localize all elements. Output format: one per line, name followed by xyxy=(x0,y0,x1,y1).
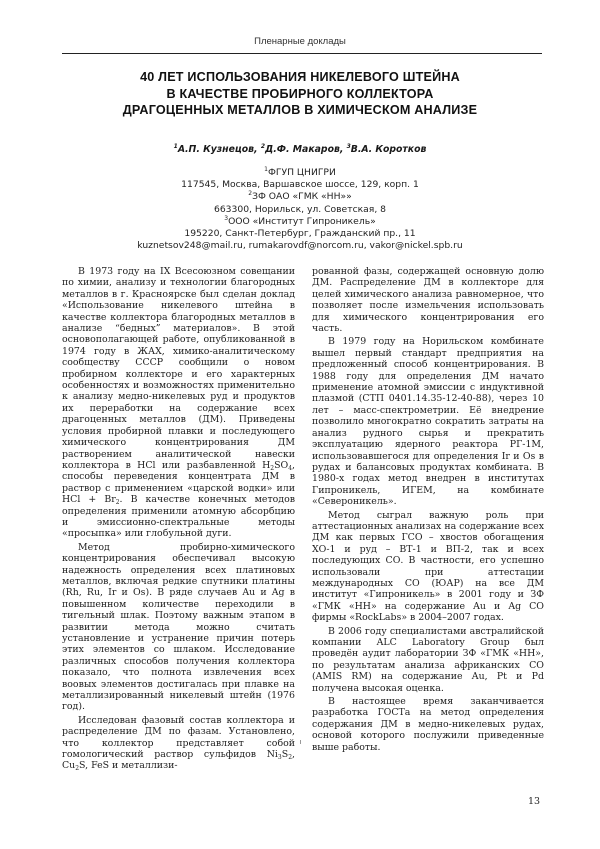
subscript: 4 xyxy=(288,464,293,472)
paragraph-4: рованной фазы, содержащей основную долю ДМ. Распределение ДМ в коллекторе для целей химического анализа равномерное, что позволяет после измельчения использовать для химического концентрирования его часть. xyxy=(312,266,544,335)
author-3: В.А. Коротков xyxy=(350,144,427,155)
paragraph-2: Метод пробирно-химического концентрирования обеспечивал высокую надежность определения всех платиновых металлов, включая редкие спутники платины (Rh, Ru, Ir и Os). В ряде случаев Au и Ag в повышенном количестве переходили в тигельный шлак. Поэтому важным этапом в развитии метода можно считать установление и устранение причин потерь этих элементов со шлаком. Исследование различных способов получения коллектора показало, что полнота извлечения всех воовых элементов достигалась при плавке на металлизированный никелевый штейн (1976 год). xyxy=(62,541,295,713)
subscript: 2 xyxy=(270,464,275,472)
title-line-1: 40 ЛЕТ ИСПОЛЬЗОВАНИЯ НИКЕЛЕВОГО ШТЕЙНА xyxy=(140,70,460,84)
title-line-3: ДРАГОЦЕННЫХ МЕТАЛЛОВ В ХИМИЧЕСКОМ АНАЛИЗЕ xyxy=(122,103,478,117)
author-1: А.П. Кузнецов, xyxy=(177,144,261,155)
right-column xyxy=(312,266,544,755)
affiliation-1 xyxy=(0,167,600,179)
affiliation-2-name: ЗФ ОАО «ГМК «НН»» xyxy=(252,191,352,203)
author-2: Д.Ф. Макаров, xyxy=(265,144,347,155)
paragraph-7: В 2006 году специалистами австралийской компании ALC Laboratory Group был проведён аудит лаборатории ЗФ «ГМК «НН», по результатам анализа африканских СО (AMIS RM) на содержание Au, Pt и Pd получена высокая оценка. xyxy=(312,625,544,694)
paragraph-8: В настоящее время заканчивается разработка ГОСТа на метод определения содержания ДМ в медно-никелевых рудах, основой которого послужили приведенные выше работы. xyxy=(312,696,544,753)
paragraph-6: Метод сыграл важную роль при аттестационных анализах на содержание всех ДМ как первых ГСО – хвостов обогащения ХО-1 и руд – ВТ-1 и ВП-2, так и всех последующих СО. В частности, его успешно использовали при аттестации международных СО (ЮАР) на все ДМ институт «Гипроникель» в 2001 году и ЗФ «ГМК «НН» на содержание Au и Ag СО фирмы «RockLabs» в 2004–2007 годах. xyxy=(312,509,544,624)
footnote-mark xyxy=(300,740,301,744)
page-number: 13 xyxy=(528,796,541,807)
affiliation-3-address: 195220, Санкт-Петербург, Гражданский пр., 11 xyxy=(184,228,416,240)
author-1-index: 1 xyxy=(173,143,178,150)
paragraph-1 xyxy=(62,266,295,540)
contact-emails: kuznetsov248@mail.ru, rumakarovdf@norcom.ru, vakor@nickel.spb.ru xyxy=(137,240,463,252)
subscript: 2 xyxy=(115,499,120,507)
section-label: Пленарные доклады xyxy=(254,36,346,47)
paragraph-1-text: В 1973 году на IX Всесоюзном совещании по химии, анализу и технологии благородных металлов в г. Красноярске был сделан доклад «Использование никелевого штейна в качестве коллектора благородных металлов в анализе “бедных” материалов». В этой основополагающей работе, опубликованной в 1974 году в ЖАХ, химико-аналитическому сообществу СССР сообщили о новом пробирном коллекторе и его характерных особенностях и возможностях применительно к анализу медно-никелевых руд и продуктов их переработки на содержание всех драгоценных металлов (ДМ). Приведены условия пробирной плавки и последующего химического концентрирования ДМ растворением аналитической навески коллектора в HCl или разбавленной H xyxy=(62,266,295,471)
affiliation-2-address: 663300, Норильск, ул. Советская, 8 xyxy=(213,203,387,215)
author-2-index: 2 xyxy=(260,143,265,150)
paragraph-3-tail: S, FeS и металлизи- xyxy=(79,760,178,772)
paragraph-3-text: Исследован фазовый состав коллектора и распределение ДМ по фазам. Установлено, что коллектор представляет собой гомологический раствор сульфидов Ni xyxy=(62,714,295,761)
affiliation-3-name: ООО «Институт Гипроникель» xyxy=(228,215,376,227)
affiliation-1-address: 117545, Москва, Варшавское шоссе, 129, корп. 1 xyxy=(181,179,419,191)
formula-part: S xyxy=(281,749,289,761)
affiliation-2 xyxy=(0,191,600,203)
affiliation-1-index: 1 xyxy=(264,166,268,173)
paragraph-3 xyxy=(62,715,295,772)
left-column xyxy=(62,266,295,774)
article-title xyxy=(70,69,530,119)
formula-part: SO xyxy=(274,459,289,471)
title-line-2: В КАЧЕСТВЕ ПРОБИРНОГО КОЛЛЕКТОРА xyxy=(166,86,434,101)
author-3-index: 3 xyxy=(346,143,351,150)
subscript: 2 xyxy=(75,765,80,773)
formula-part: , Cu xyxy=(62,749,295,772)
affiliation-2-index: 2 xyxy=(248,190,253,198)
header-divider xyxy=(62,53,542,54)
paragraph-5: В 1979 году на Норильском комбинате вышел первый стандарт предприятия на предложенный способ концентрирования. В 1988 году для определения ДМ начато применение атомной эмиссии с индуктивной плазмой (СТП 0401.14.35-12-40-88), через 10 лет – масс-спектрометрии. Её внедрение позволило многократно сократить затраты на анализ рудного сырья и прекратить эксплуатацию ядерного реактора РГ-1М, использовавшегося для определения Ir и Os в рудах и балансовых продуктах комбината. В 1980-х годах метод внедрен в институтах Гипроникель, ИГЕМ, на комбинате «Североникель». xyxy=(312,336,544,508)
affiliation-1-name: ФГУП ЦНИГРИ xyxy=(267,167,336,178)
affiliation-3-index: 3 xyxy=(224,214,229,222)
paragraph-1-tail: . В качестве конечных методов определения применили атомную абсорбцию и эмиссионно-спектральные методы «просыпка» или глобульной дуги. xyxy=(62,494,295,540)
affiliations xyxy=(0,167,600,252)
subscript: 3 xyxy=(277,754,282,762)
author-list xyxy=(0,144,600,155)
subscript: 2 xyxy=(288,754,293,762)
paragraph-1-continuation: , способы переведения концентрата ДМ в раствор с применением «царской водки» или HCl + Br xyxy=(62,459,295,506)
affiliation-3 xyxy=(0,216,600,228)
